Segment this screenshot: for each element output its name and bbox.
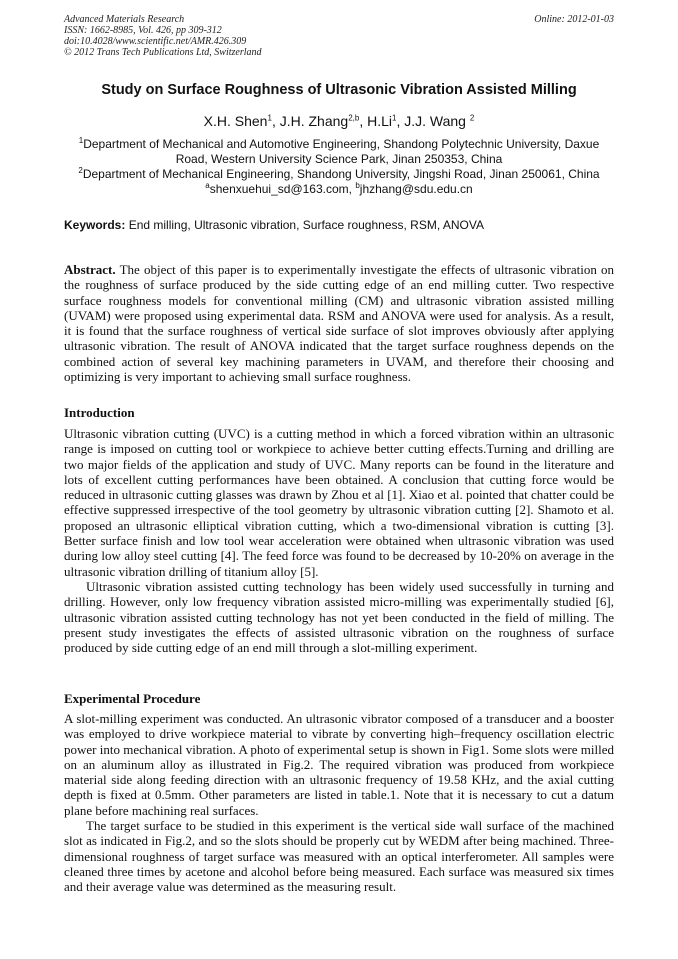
introduction-body [64, 426, 614, 655]
affiliation-1-line-2: Road, Western University Science Park, Jinan 250353, China [175, 152, 503, 166]
author-sup: 1 [392, 113, 397, 123]
doi-line: doi:10.4028/www.scientific.net/AMR.426.309 [64, 36, 247, 47]
email-sup: a [205, 181, 210, 190]
affiliation-2 [64, 167, 614, 182]
paper-title: Study on Surface Roughness of Ultrasonic Vibration Assisted Milling [101, 82, 577, 98]
journal-header [64, 14, 614, 58]
paragraph: Ultrasonic vibration assisted cutting technology has been widely used successfully in turning and drilling. However, only low frequency vibration assisted micro-milling was experimentally studied [6], ultrasonic vibration assisted cutting technology has not yet been conducted in the field of milling. The present study investigates the effects of assisted ultrasonic vibration on the roughness of surface produced by side cutting edge of an end mill through a slot-milling experiment. [64, 578, 614, 656]
author-sup: 1 [267, 113, 272, 123]
copyright-line: © 2012 Trans Tech Publications Ltd, Switzerland [64, 47, 262, 58]
experimental-body [64, 711, 614, 895]
keywords-text: End milling, Ultrasonic vibration, Surface roughness, RSM, ANOVA [128, 218, 484, 232]
author-name: H.Li [367, 113, 393, 129]
section-heading-introduction: Introduction [64, 405, 135, 420]
author-sup: 2 [469, 113, 475, 123]
keywords-label: Keywords: [64, 218, 126, 232]
paragraph: Ultrasonic vibration cutting (UVC) is a cutting method in which a forced vibration within an ultrasonic range is imposed on cutting tool or workpiece to achieve better cutting effects.Turning and drilling are two major fields of the application and study of UVC. Many reports can be found in the literature and lots of excellent cutting performances have been obtained. A conclusion that cutting force would be reduced in ultrasonic cutting glasses was drawn by Zhou et al [1]. Xiao et al. pointed that chatter could be effective suppressed irrespective of the tool geometry by ultrasonic vibration cutting [2]. Shamoto et al. proposed an ultrasonic elliptical vibration cutting, which a two-dimensional vibration is cutting [3]. Better surface finish and low tool wear acceleration were obtained when ultrasonic vibration was used during low alloy steel cutting [4]. The feed force was found to be decreased by 10-20% on average in the ultrasonic vibration drilling of titanium alloy [5]. [64, 426, 614, 579]
affiliation-sup: 1 [78, 136, 84, 145]
affiliation-text: Department of Mechanical Engineering, Shandong University, Jingshi Road, Jinan 250061, China [82, 167, 600, 181]
author-name: J.J. Wang [404, 113, 466, 129]
journal-name: Advanced Materials Research [64, 14, 185, 25]
affiliation-1-line-1 [64, 137, 614, 152]
affiliation-text: Department of Mechanical and Automotive Engineering, Shandong Polytechnic University, Daxue [83, 137, 600, 151]
email-link[interactable]: jhzhang@sdu.edu.cn [359, 182, 473, 196]
online-date: Online: 2012-01-03 [534, 14, 614, 25]
author-name: J.H. Zhang [279, 113, 349, 129]
keywords [64, 218, 614, 232]
paragraph: The target surface to be studied in this experiment is the vertical side wall surface of the machined slot as indicated in Fig.2, and so the slots should be properly cut by WEDM after being machined. Three-dimensional roughness of target surface was measured with an optical interferometer. All samples were cleaned three times by acetone and alcohol before being measured. Each surface was measured six times and their average value was determined as the measuring result. [64, 818, 614, 895]
email-sup: b [355, 181, 360, 190]
author-sup: 2,b [348, 113, 360, 123]
author-name: X.H. Shen [203, 113, 268, 129]
abstract-label: Abstract. [64, 262, 116, 277]
email-link[interactable]: shenxuehui_sd@163.com, [209, 182, 352, 196]
abstract [64, 262, 614, 384]
abstract-text: The object of this paper is to experimentally investigate the effects of ultrasonic vibration on the roughness of surface produced by the side cutting edge of an end milling cutter. Two respective surface roughness models for conventional milling (CM) and ultrasonic vibration assisted milling (UVAM) were proposed using experimental data. RSM and ANOVA were used for analysis. As a result, it is found that the surface roughness of vertical side surface of slot improves obviously after applying ultrasonic vibration. The result of ANOVA indicated that the target surface roughness depends on the combined action of several key machining parameters in UVAM, and therefore their choosing and optimizing is very important to achieving small surface roughness. [64, 262, 614, 385]
section-heading-experimental: Experimental Procedure [64, 691, 201, 706]
issn-line: ISSN: 1662-8985, Vol. 426, pp 309-312 [64, 25, 222, 36]
affiliations [64, 137, 614, 197]
affiliation-sup: 2 [78, 166, 83, 175]
paragraph: A slot-milling experiment was conducted. An ultrasonic vibrator composed of a transducer and a booster was employed to drive workpiece material to vibrate by converting high–frequency oscillation electric power into mechanical vibration. A photo of experimental setup is shown in Fig1. Some slots were milled on an aluminum alloy as illustrated in Fig.2. The required vibration was produced from workpiece material side along feeding direction with an ultrasonic frequency of 19.58 KHz, and the axial cutting depth is fixed at 0.5mm. Other parameters are listed in table.1. Note that it is necessary to cut a datum plane before machining real surfaces. [64, 711, 614, 818]
author-list: X.H. Shen$^1$, J.H. Zhang$^{2,b}$, H.Li$^1$, J.J. Wang $^2$ [203, 113, 475, 129]
email-line [64, 182, 614, 197]
